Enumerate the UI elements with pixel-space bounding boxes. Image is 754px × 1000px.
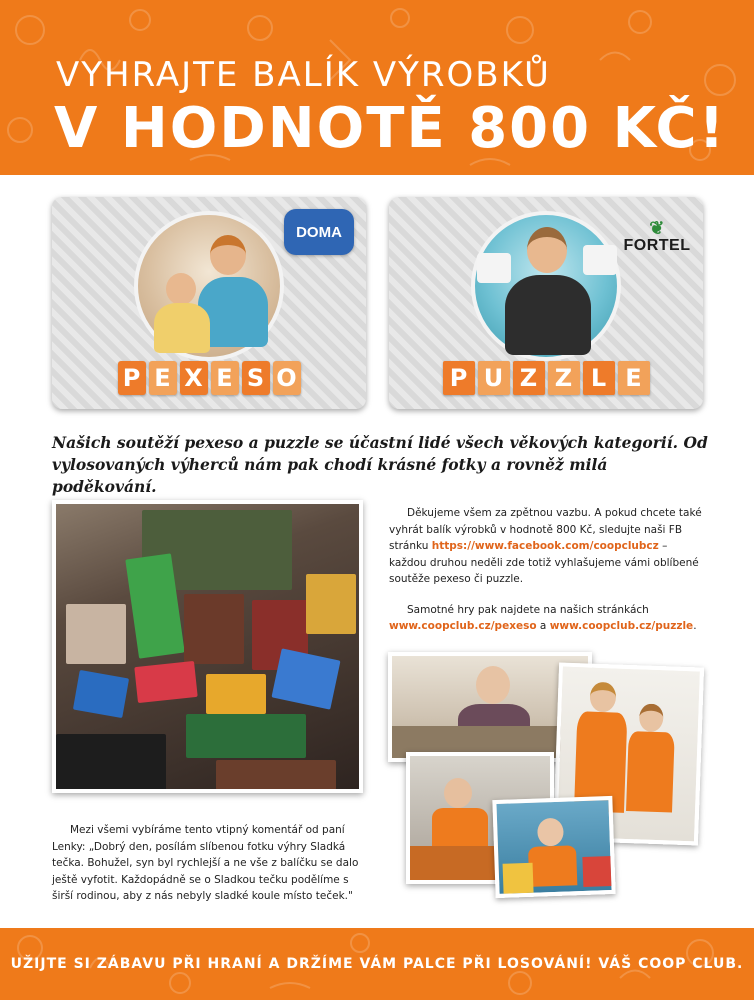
letter-tile: E (211, 361, 239, 395)
pexeso-photo-circle (134, 211, 284, 361)
footer-slogan: UŽIJTE SI ZÁBAVU PŘI HRANÍ A DRŽÍME VÁM PALCE PŘI LOSOVÁNÍ! VÁŠ COOP CLUB. (10, 956, 744, 972)
prizes-photo (52, 500, 363, 793)
footer-banner (0, 928, 754, 1000)
winner-photo-puzzle (492, 796, 615, 898)
facebook-link[interactable]: https://www.facebook.com/coopclubcz (431, 540, 659, 552)
letter-tile: Z (513, 361, 545, 395)
thanks-paragraph (389, 505, 707, 588)
letter-tile: E (618, 361, 650, 395)
thanks-text (389, 505, 707, 649)
letter-tile: L (583, 361, 615, 395)
letter-tile: X (180, 361, 208, 395)
games-text-part: . (693, 620, 697, 632)
fortel-brand-logo (619, 207, 695, 255)
letter-tile: U (478, 361, 510, 395)
letter-tile: O (273, 361, 301, 395)
pexeso-link[interactable]: www.coopclub.cz/pexeso (389, 620, 537, 632)
pexeso-letter-tiles (52, 361, 366, 395)
puzzle-photo-circle (471, 211, 621, 361)
games-text-part: a (536, 620, 550, 632)
thanks-text-part: Děkujeme všem za zpětnou vazbu. A pokud chcete také vyhrát balík výrobků v hodnotě 800 Kč, sledujte naši FB stránku (389, 507, 702, 552)
winner-comment: Mezi všemi vybíráme tento vtipný komentář od paní Lenky: „Dobrý den, posílám slíbenou fotku výhry Sladká tečka. Bohužel, syn byl rychlejší a ne vše z balíčku se dalo ještě vyfotit. Každopádně se o Sladkou tečku podělíme s širší rodinou, aby z nás nebyly sladké koule místo teček." (52, 824, 359, 902)
letter-tile: E (149, 361, 177, 395)
letter-tile: P (118, 361, 146, 395)
letter-tile: S (242, 361, 270, 395)
intro-paragraph: Našich soutěží pexeso a puzzle se účastní lidé všech věkových kategorií. Od vylosovaných výherců nám pak chodí krásné fotky a rovněž milá poděkování. (52, 433, 708, 496)
letter-tile: P (443, 361, 475, 395)
puzzle-link[interactable]: www.coopclub.cz/puzzle (549, 620, 694, 632)
puzzle-game-card (389, 197, 703, 409)
headline-main: V HODNOTĚ 800 KČ! (54, 96, 727, 161)
doma-brand-logo: DOMA (284, 209, 354, 255)
thanks-text-part: – každou druhou neděli zde totiž vyhlašujeme vámi oblíbené soutěže pexeso či puzzle. (389, 540, 699, 585)
header-banner (0, 0, 754, 175)
games-text-part: Samotné hry pak najdete na našich stránkách (407, 603, 649, 616)
headline-top: VYHRAJTE BALÍK VÝROBKŮ (56, 55, 551, 95)
pexeso-game-card (52, 197, 366, 409)
games-paragraph (389, 602, 707, 635)
fortel-brand-name: FORTEL (623, 237, 691, 254)
puzzle-letter-tiles (389, 361, 703, 395)
leaf-icon: ❦ (649, 218, 665, 238)
letter-tile: Z (548, 361, 580, 395)
